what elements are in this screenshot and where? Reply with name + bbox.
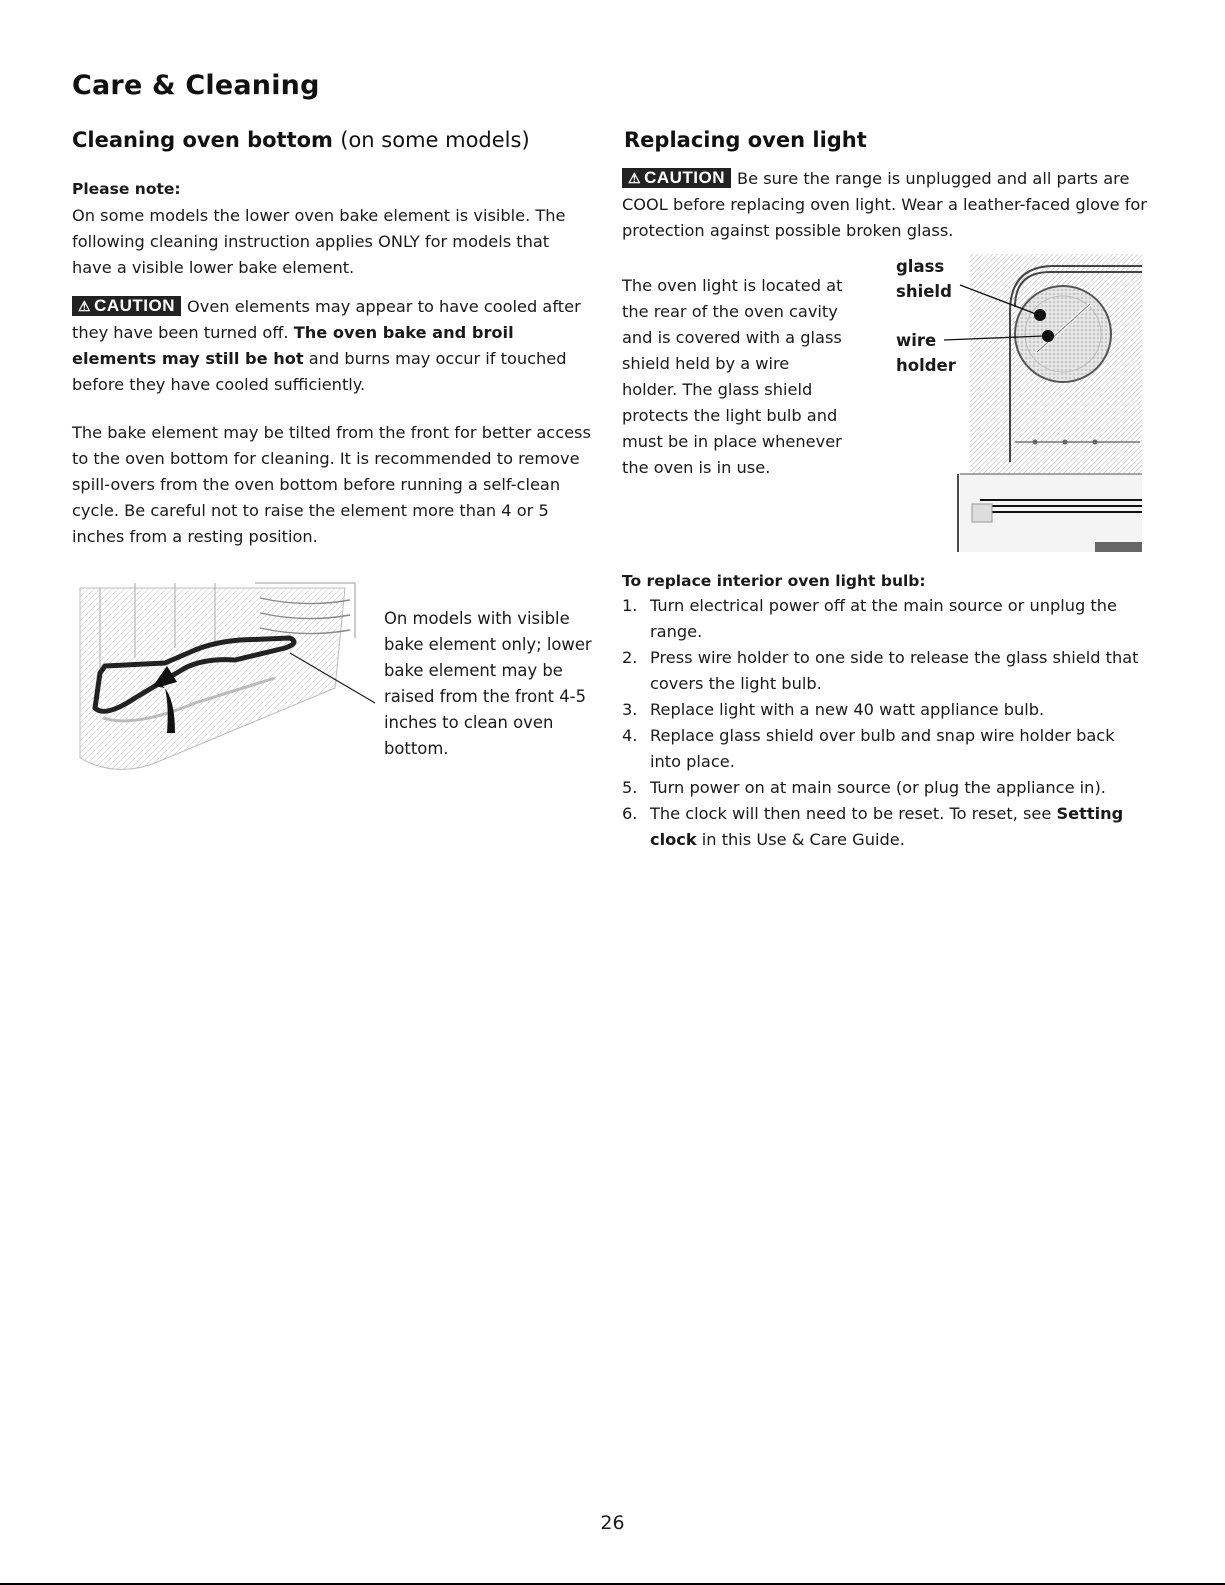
please-note-text: On some models the lower oven bake element is visible. The following cleaning instruction applies ONLY for models that have a visible lower bake element. <box>72 206 566 277</box>
step-item: 5. Turn power on at main source (or plug the appliance in). <box>622 778 1106 797</box>
cleaning-oven-bottom-heading <box>72 128 530 152</box>
page-title: Care & Cleaning <box>72 70 320 101</box>
label-glass: glass <box>896 257 945 276</box>
oven-light-illustration <box>940 252 1145 552</box>
oven-light-caution <box>622 166 1147 244</box>
setting-clock-reference: Setting clock <box>650 804 1124 849</box>
step-item: 2. Press wire holder to one side to release the glass shield that covers the light bulb. <box>622 648 1139 693</box>
warning-triangle-icon: ⚠ <box>628 170 642 186</box>
label-wire: wire <box>896 331 937 350</box>
figure-caption: On models with visible bake element only; lower bake element may be raised from the front 4-5 inches to clean oven bottom. <box>384 609 592 758</box>
replacing-oven-light-heading: Replacing oven light <box>624 128 867 152</box>
bake-element-body-text: The bake element may be tilted from the front for better access to the oven bottom for cleaning. It is recommended to remove spill-overs from the oven bottom before running a self-clean cycle. Be careful not to raise the element more than 4 or 5 inches from a resting position. <box>72 423 591 546</box>
caution-text-1: Oven elements may appear to have cooled after they have been turned off. <box>72 297 581 342</box>
step-item: 4. Replace glass shield over bulb and snap wire holder back into place. <box>622 726 1115 771</box>
label-shield: shield <box>896 282 952 301</box>
steps-title: To replace interior oven light bulb: <box>622 572 926 590</box>
caution-bold-text: The oven bake and broil elements may still be hot <box>72 323 514 368</box>
please-note-title: Please note: <box>72 180 181 198</box>
oven-bottom-illustration <box>75 578 375 778</box>
warning-triangle-icon: ⚠ <box>78 298 92 314</box>
heading-bold: Cleaning oven bottom <box>72 128 333 152</box>
step-item: 1. Turn electrical power off at the main source or unplug the range. <box>622 596 1117 641</box>
caution-text: Be sure the range is unplugged and all parts are COOL before replacing oven light. Wear a leather-faced glove for protection against possible broken glass. <box>622 169 1147 240</box>
page-number: 26 <box>600 1512 625 1534</box>
oven-bottom-caution <box>72 294 592 398</box>
oven-light-description: The oven light is located at the rear of the oven cavity and is covered with a glass shield held by a wire holder. The glass shield protects the light bulb and must be in place whenever the oven is in use. <box>622 276 843 477</box>
caution-badge: ⚠ CAUTION <box>72 296 181 316</box>
label-holder: holder <box>896 356 956 375</box>
heading-light: (on some models) <box>340 128 530 152</box>
replace-bulb-steps <box>622 593 1147 853</box>
caution-badge: ⚠ CAUTION <box>622 168 731 188</box>
caution-text-2: and burns may occur if touched before they have cooled sufficiently. <box>72 349 567 394</box>
step-item: 6. The clock will then need to be reset. To reset, see Setting clock in this Use & Care Guide. <box>622 804 1124 849</box>
step-item: 3. Replace light with a new 40 watt appliance bulb. <box>622 700 1045 719</box>
